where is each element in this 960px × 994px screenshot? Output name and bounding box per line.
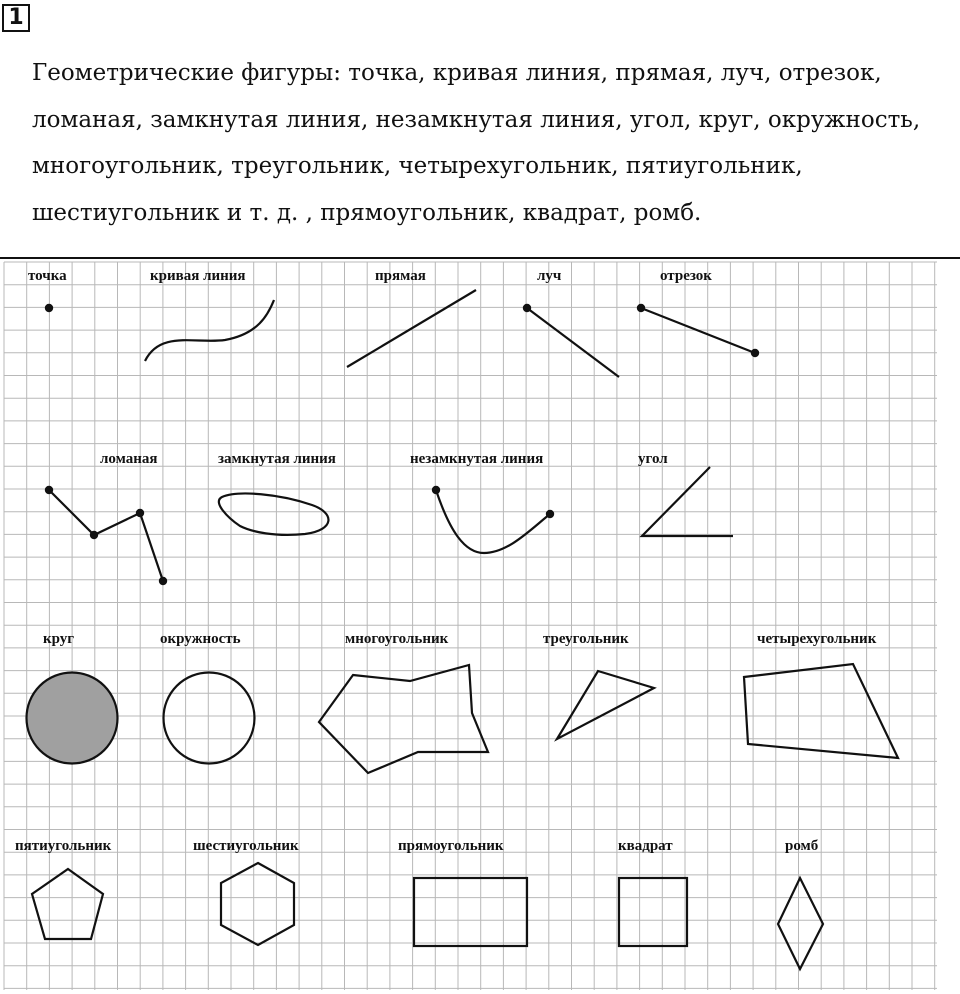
- label-rhombus: ромб: [785, 838, 819, 854]
- open-line-end-a: [432, 486, 440, 494]
- pentagon-figure: [32, 869, 103, 939]
- intro-line-1: Геометрические фигуры: точка, кривая линия, прямая, луч, отрезок,: [32, 60, 882, 86]
- label-polygon: многоугольник: [345, 631, 449, 647]
- polyline-figure: [49, 490, 163, 581]
- open-line-figure: [436, 490, 550, 553]
- polyline-vertex-3: [136, 509, 144, 517]
- task-number: 1: [2, 4, 30, 32]
- label-line: прямая: [375, 268, 426, 284]
- label-square: квадрат: [618, 838, 673, 854]
- label-point: точка: [28, 268, 67, 284]
- intro-line-4: шестиугольник и т. д. , прямоугольник, квадрат, ромб.: [32, 199, 702, 226]
- ray-figure: [527, 308, 619, 377]
- label-polyline: ломаная: [100, 451, 158, 467]
- open-line-end-b: [546, 510, 554, 518]
- square-figure: [619, 878, 687, 946]
- label-pentagon: пятиугольник: [15, 838, 112, 854]
- polyline-vertex-4: [159, 577, 167, 585]
- ray-start-point: [523, 304, 531, 312]
- segment-end-a: [637, 304, 645, 312]
- segment-end-b: [751, 349, 759, 357]
- label-angle: угол: [638, 451, 668, 467]
- circle-figure: [164, 673, 255, 764]
- angle-figure: [642, 467, 733, 536]
- label-ray: луч: [537, 268, 562, 284]
- closed-line-figure: [219, 494, 329, 535]
- rhombus-figure: [778, 878, 823, 969]
- label-closed-line: замкнутая линия: [218, 451, 336, 467]
- label-disk: круг: [43, 631, 75, 647]
- label-curve: кривая линия: [150, 268, 246, 284]
- label-hexagon: шестиугольник: [193, 838, 299, 854]
- rectangle-figure: [414, 878, 527, 946]
- polyline-vertex-1: [45, 486, 53, 494]
- label-triangle: треугольник: [543, 631, 629, 647]
- label-open-line: незамкнутая линия: [410, 451, 544, 467]
- intro-line-3: многоугольник, треугольник, четырехугольник, пятиугольник,: [32, 153, 803, 179]
- polyline-vertex-2: [90, 531, 98, 539]
- label-circle: окружность: [160, 631, 241, 647]
- disk-figure: [27, 673, 118, 764]
- point-figure: [45, 304, 53, 312]
- line-figure: [347, 290, 476, 367]
- label-segment: отрезок: [660, 268, 712, 284]
- label-rectangle: прямоугольник: [398, 838, 504, 854]
- grid-paper: [4, 262, 937, 990]
- intro-line-2: ломаная, замкнутая линия, незамкнутая линия, угол, круг, окружность,: [32, 106, 921, 133]
- label-quadrilateral: четырехугольник: [757, 631, 877, 647]
